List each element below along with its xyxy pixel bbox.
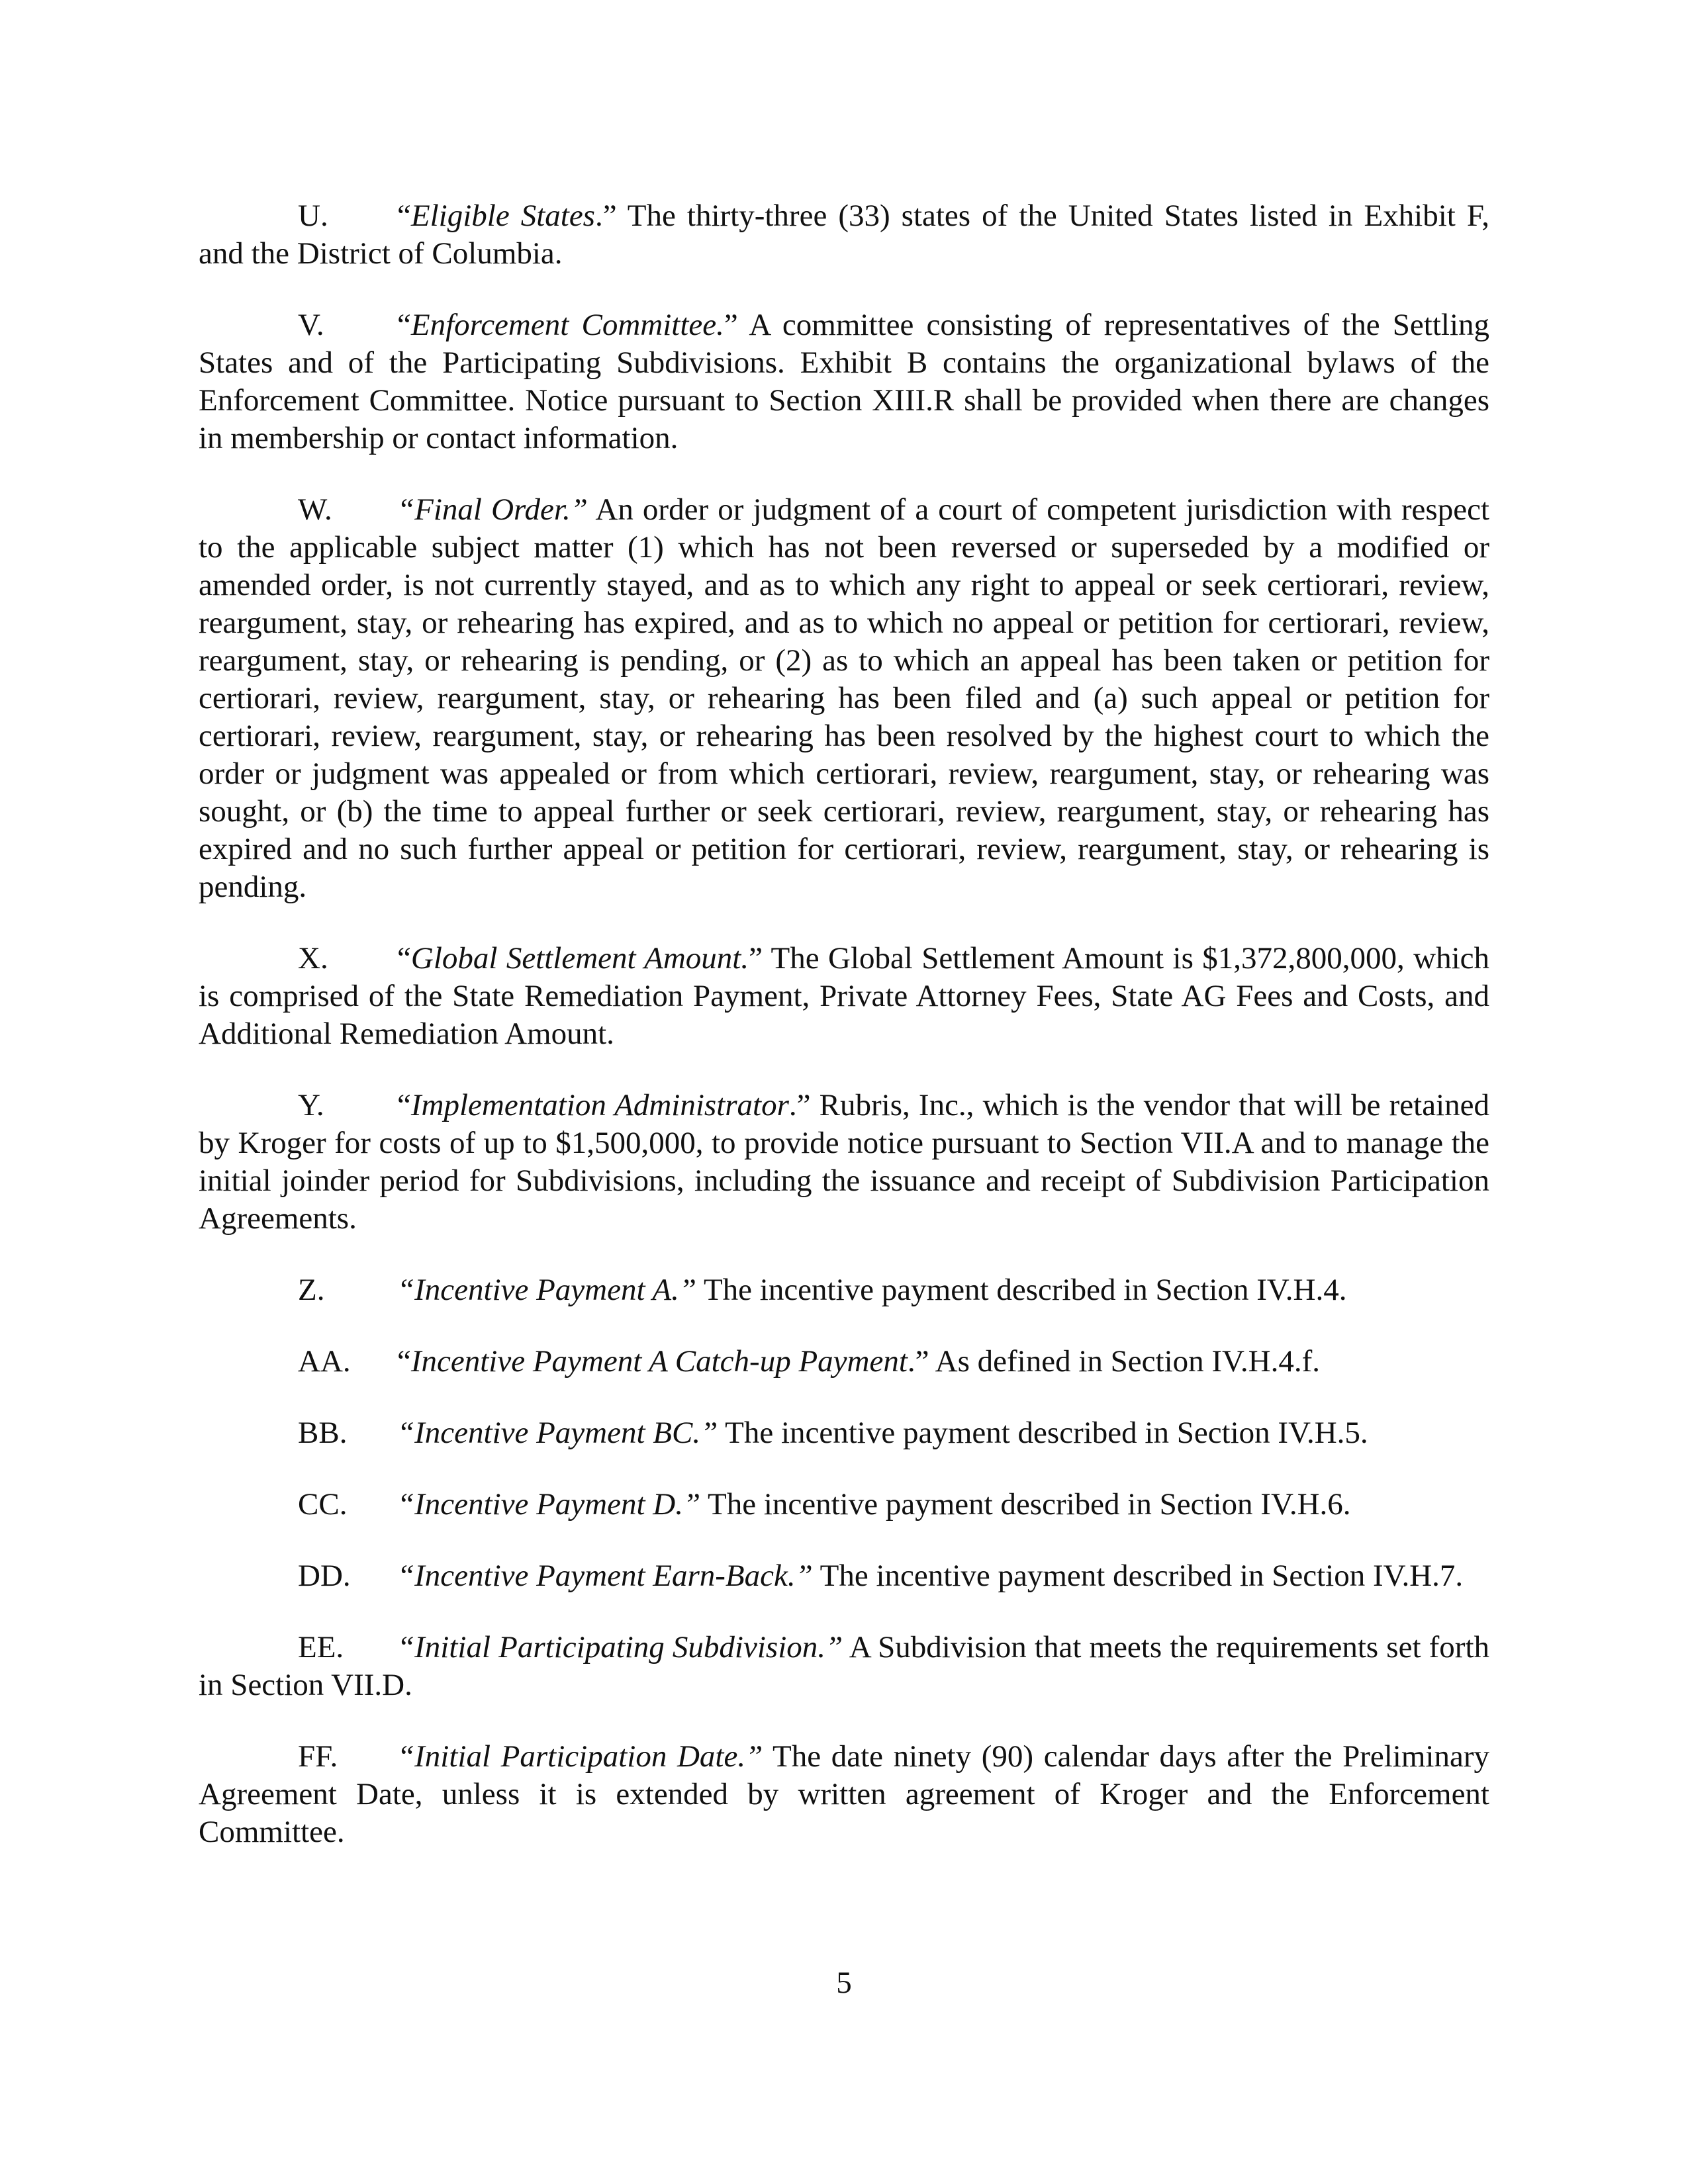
definition-text: The Global Settlement Amount is $1,372,800,000, which is comprised of the State Remediation Payment, Private Attorney Fees, State AG Fees and Costs, and Additional Remediation Amount. xyxy=(199,941,1489,1051)
defined-term: Incentive Payment D.” xyxy=(414,1487,701,1522)
open-quote: “ xyxy=(397,1416,415,1450)
definition-text: A committee consisting of representatives of the Settling States and of the Participating Subdivisions. Exhibit B contains the organizational bylaws of the Enforcement Committee. Notice pursuant to Section XIII.R shall be provided when there are changes in membership or contact information. xyxy=(199,308,1490,455)
definition-letter: X. xyxy=(298,941,328,976)
definition-text: The date ninety (90) calendar days after the Preliminary Agreement Date, unless it is extended by written agreement of Kroger and the Enforcement Committee. xyxy=(199,1739,1489,1849)
definition-text: The incentive payment described in Section IV.H.6. xyxy=(700,1487,1351,1522)
definition-letter: Y. xyxy=(298,1088,324,1122)
definition-paragraph-bb xyxy=(199,1414,1489,1452)
definition-letter: W. xyxy=(298,492,332,527)
definition-letter: FF. xyxy=(298,1739,338,1774)
definition-letter: V. xyxy=(298,308,324,342)
definition-letter: DD. xyxy=(298,1559,351,1593)
definition-letter: EE. xyxy=(298,1630,344,1664)
close-quote: .” xyxy=(788,1088,811,1122)
open-quote: “ xyxy=(397,941,411,976)
open-quote: “ xyxy=(397,1739,415,1774)
defined-term: Final Order.” xyxy=(414,492,588,527)
defined-term: Incentive Payment BC.” xyxy=(414,1416,718,1450)
definition-text: The incentive payment described in Section IV.H.7. xyxy=(812,1559,1464,1593)
definition-paragraph-v xyxy=(199,306,1489,457)
open-quote: “ xyxy=(397,1487,415,1522)
definition-paragraph-ee xyxy=(199,1629,1489,1704)
definition-paragraph-u xyxy=(199,197,1489,273)
definition-text: An order or judgment of a court of competent jurisdiction with respect to the applicable subject matter (1) which has not been reversed or superseded by a modified or amended order, is not currently stayed, and as to which any right to appeal or seek certiorari, review, reargument, stay, or rehearing has expired, and as to which no appeal or petition for certiorari, review, reargument, stay, or rehearing is pending, or (2) as to which an appeal has been taken or petition for certiorari, review, reargument, stay, or rehearing has been filed and (a) such appeal or petition for certiorari, review, reargument, stay, or rehearing has been resolved by the highest court to which the order or judgment was appealed or from which certiorari, review, reargument, stay, or rehearing was sought, or (b) the time to appeal further or seek certiorari, review, reargument, stay, or rehearing has expired and no such further appeal or petition for certiorari, review, reargument, stay, or rehearing is pending. xyxy=(199,492,1489,904)
open-quote: “ xyxy=(397,1630,415,1664)
definition-paragraph-ff xyxy=(199,1738,1489,1851)
definition-paragraph-y xyxy=(199,1087,1489,1238)
definition-letter: Z. xyxy=(298,1273,325,1307)
open-quote: “ xyxy=(397,199,411,233)
open-quote: “ xyxy=(397,1344,411,1379)
open-quote: “ xyxy=(397,1273,415,1307)
defined-term: Eligible States xyxy=(410,199,595,233)
definition-text: The thirty-three (33) states of the United States listed in Exhibit F, and the District of Columbia. xyxy=(199,199,1489,271)
open-quote: “ xyxy=(397,492,415,527)
definition-paragraph-aa xyxy=(199,1343,1489,1381)
definition-text: The incentive payment described in Section IV.H.4. xyxy=(696,1273,1347,1307)
definition-paragraph-w xyxy=(199,491,1489,906)
defined-term: Enforcement Committee. xyxy=(410,308,724,342)
definition-letter: AA. xyxy=(298,1344,351,1379)
definition-text: Rubris, Inc., which is the vendor that will be retained by Kroger for costs of up to $1,500,000, to provide notice pursuant to Section VII.A and to manage the initial joinder period for Subdivisions, including the issuance and receipt of Subdivision Participation Agreements. xyxy=(199,1088,1489,1236)
defined-term: Global Settlement Amount. xyxy=(410,941,749,976)
definition-text: As defined in Section IV.H.4.f. xyxy=(929,1344,1320,1379)
page-number: 5 xyxy=(836,1966,852,2000)
definition-paragraph-dd xyxy=(199,1557,1489,1595)
definition-letter: U. xyxy=(298,199,328,233)
definition-text: The incentive payment described in Section IV.H.5. xyxy=(718,1416,1368,1450)
open-quote: “ xyxy=(397,1088,411,1122)
definition-letter: CC. xyxy=(298,1487,348,1522)
definition-paragraph-z xyxy=(199,1271,1489,1309)
definition-text: A Subdivision that meets the requirements set forth in Section VII.D. xyxy=(199,1630,1489,1702)
definitions-list xyxy=(199,197,1489,1885)
defined-term: Incentive Payment A Catch-up Payment xyxy=(410,1344,908,1379)
close-quote: ” xyxy=(749,941,763,976)
close-quote: ” xyxy=(724,308,738,342)
close-quote: .” xyxy=(594,199,617,233)
close-quote: .” xyxy=(907,1344,929,1379)
open-quote: “ xyxy=(397,308,411,342)
defined-term: Incentive Payment A.” xyxy=(414,1273,697,1307)
definition-paragraph-cc xyxy=(199,1486,1489,1524)
definition-paragraph-x xyxy=(199,940,1489,1053)
open-quote: “ xyxy=(397,1559,415,1593)
defined-term: Implementation Administrator xyxy=(410,1088,789,1122)
defined-term: Initial Participating Subdivision.” xyxy=(414,1630,843,1664)
defined-term: Incentive Payment Earn-Back.” xyxy=(414,1559,813,1593)
defined-term: Initial Participation Date.” xyxy=(414,1739,763,1774)
definition-letter: BB. xyxy=(298,1416,348,1450)
